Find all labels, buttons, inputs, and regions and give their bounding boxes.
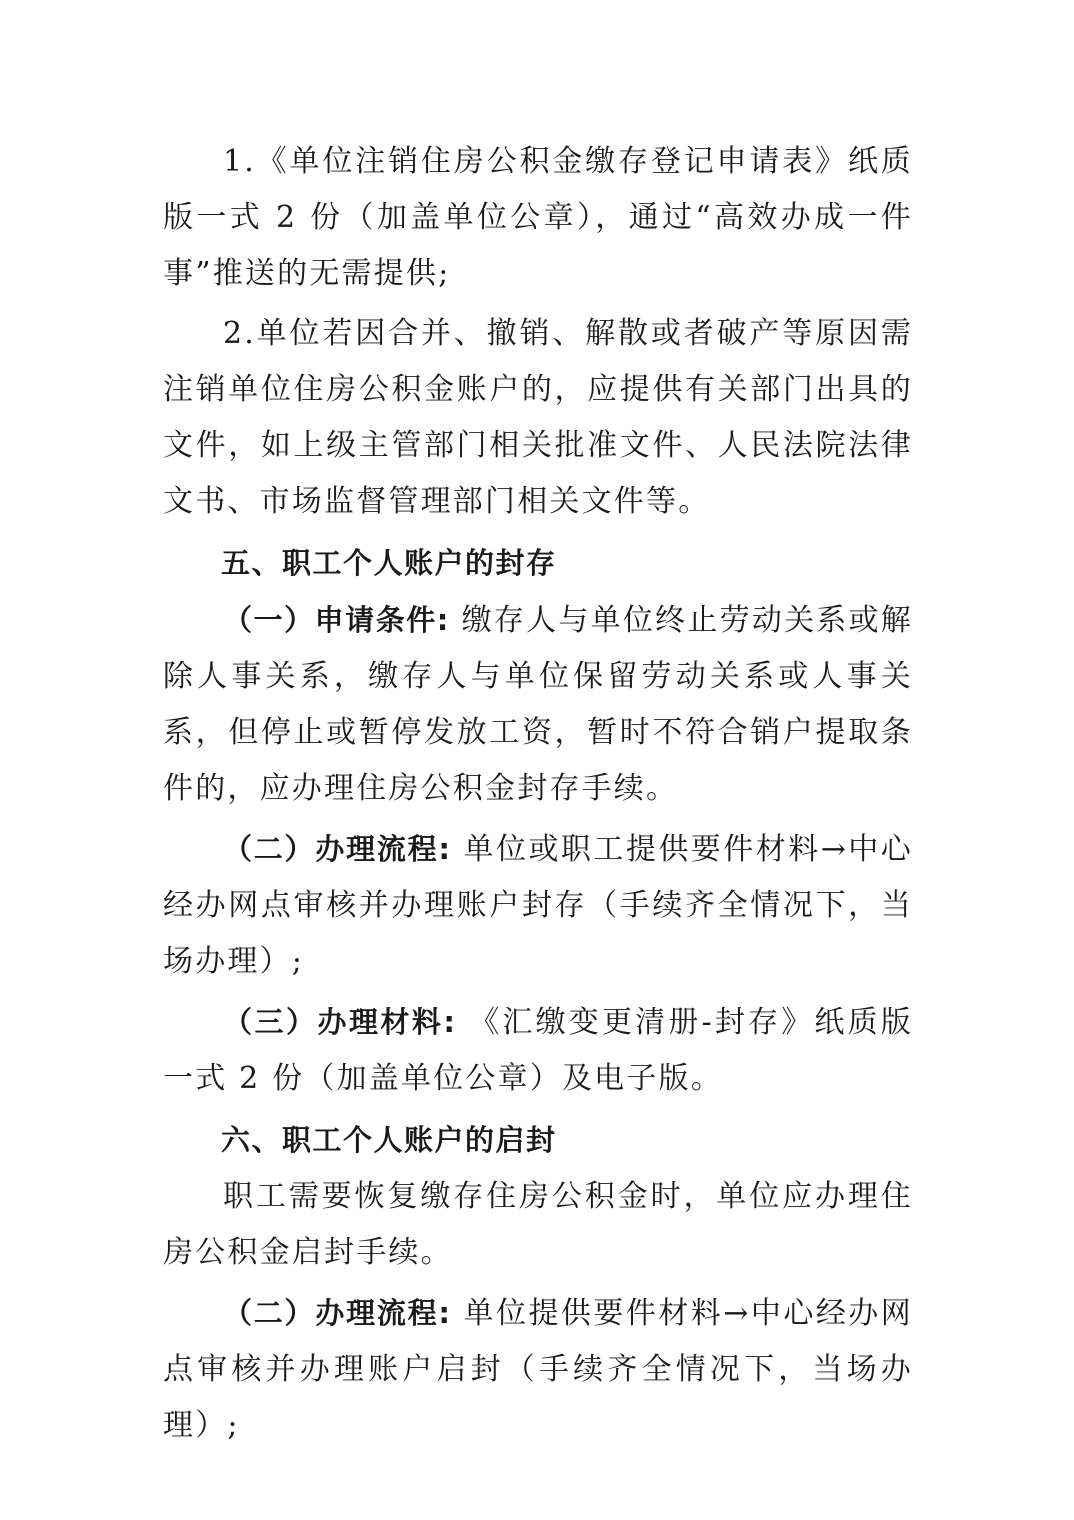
process-text: 单位或职工提供要件材料→中心经办网点审核并办理账户封存（手续齐全情况下，当场办理）; [163, 832, 913, 979]
document-body [163, 134, 913, 1454]
conditions-label: （一）申请条件: [223, 603, 450, 637]
process-text: 单位提供要件材料→中心经办网点审核并办理账户启封（手续齐全情况下，当场办理）; [163, 1296, 913, 1443]
section-5-heading: 五、职工个人账户的封存 [221, 546, 557, 580]
materials-text: 《汇缴变更清册-封存》纸质版一式 2 份（加盖单位公章）及电子版。 [163, 1005, 913, 1096]
list-item-2: 2.单位若因合并、撤销、解散或者破产等原因需注销单位住房公积金账户的，应提供有关部门出具的文件，如上级主管部门相关批准文件、人民法院法律文书、市场监督管理部门相关文件等。 [163, 316, 913, 519]
section-5-conditions [163, 592, 913, 817]
list-item-1: 1.《单位注销住房公积金缴存登记申请表》纸质版一式 2 份（加盖单位公章），通过“高效办成一件事”推送的无需提供; [163, 144, 913, 291]
section-5-process [163, 821, 913, 990]
process-label: （二）办理流程: [223, 832, 452, 866]
section-6-heading: 六、职工个人账户的启封 [221, 1123, 557, 1157]
conditions-text: 缴存人与单位终止劳动关系或解除人事关系，缴存人与单位保留劳动关系或人事关系，但停止或暂停发放工资，暂时不符合销户提取条件的，应办理住房公积金封存手续。 [163, 603, 913, 806]
process-label: （二）办理流程: [223, 1296, 452, 1330]
section-6-intro: 职工需要恢复缴存住房公积金时，单位应办理住房公积金启封手续。 [163, 1179, 913, 1270]
section-6-process [163, 1285, 913, 1454]
section-5-materials [163, 994, 913, 1107]
materials-label: （三）办理材料: [223, 1005, 457, 1039]
